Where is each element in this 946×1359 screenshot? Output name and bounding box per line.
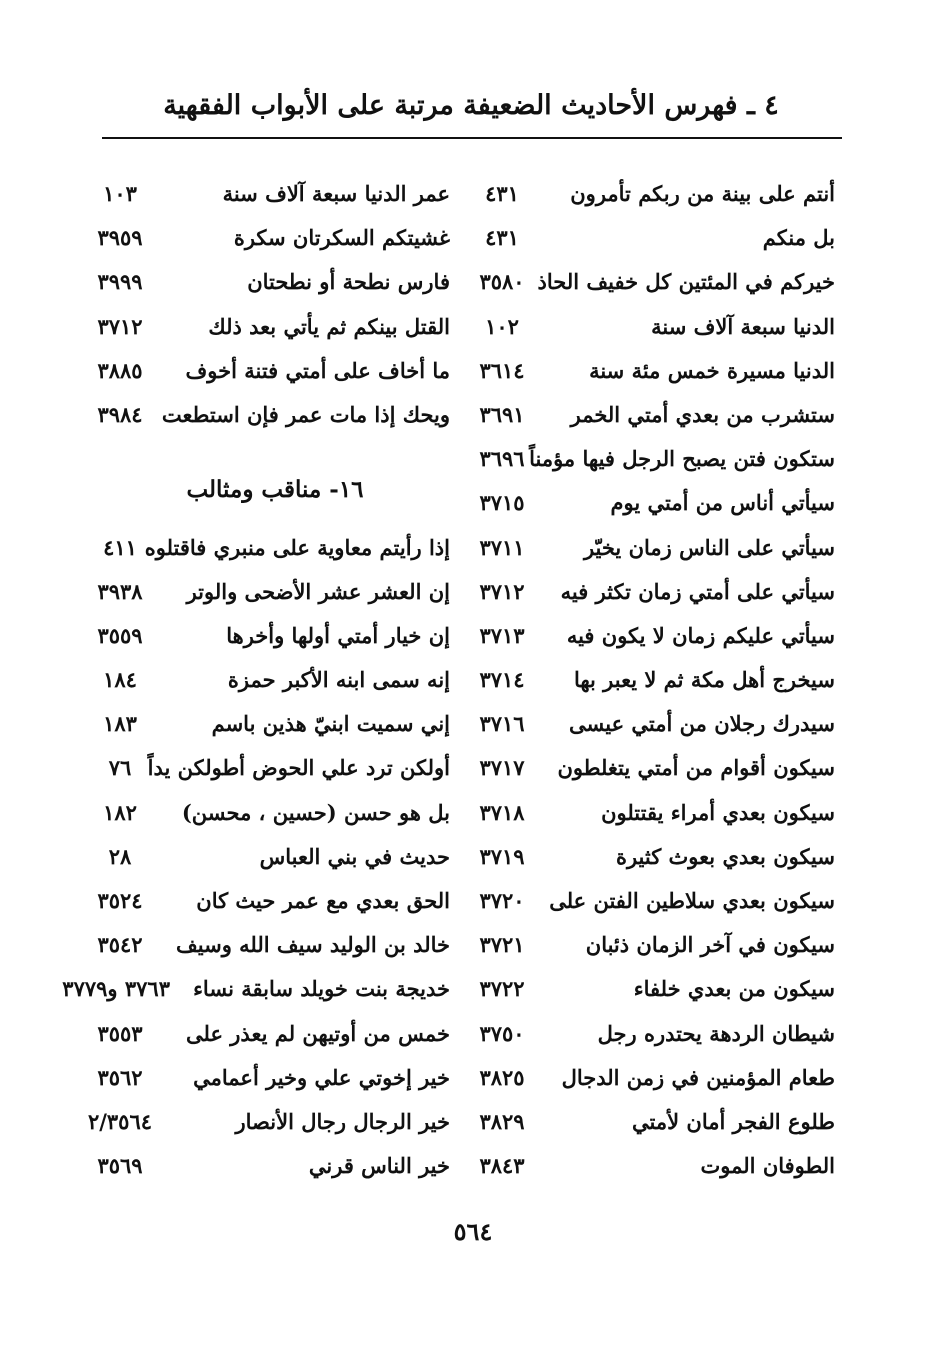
index-row [95,570,450,614]
section-heading: ١٦- مناقب ومثالب [186,476,364,503]
hadith-text: خير الناس قرني [308,1153,450,1179]
header-rule [102,137,842,139]
hadith-text: إذا رأيتم معاوية على منبري فاقتلوه [144,534,450,560]
hadith-number: ٣٧١٢ [479,578,525,604]
index-row [95,1012,450,1056]
hadith-text: طعام المؤمنين في زمن الدجال [561,1064,835,1090]
hadith-text: ستشرب من بعدي أمتي الخمر [570,401,835,427]
hadith-text: إني سميت ابنيّ هذين باسم [211,711,450,737]
right-column [475,172,835,1188]
index-row [95,349,450,393]
hadith-text: القتل بينكم ثم يأتي بعد ذلك [208,313,450,339]
index-row [475,1056,835,1100]
hadith-text: سيأتي على الناس زمان يخيّر [583,534,835,560]
hadith-number: ٣٧٥٠ [479,1020,525,1046]
hadith-number: ٣٧١٦ [479,711,525,737]
hadith-text: إن العشر عشر الأضحى والوتر [186,578,450,604]
hadith-text: سيكون بعدي بعوث كثيرة [615,843,835,869]
hadith-text: فارس نطحة أو نطحتان [247,269,450,295]
hadith-text: الطوفان الموت [700,1153,835,1179]
page-header: ٤ ـ فهرس الأحاديث الضعيفة مرتبة على الأبواب الفقهية [163,90,779,121]
hadith-number: ٣٦١٤ [479,357,525,383]
hadith-text: سيكون أقوام من أمتي يتغلطون [557,755,835,781]
hadith-number: ٣٧١٨ [479,799,525,825]
index-row [475,1144,835,1188]
hadith-number: ٣٥٦٢ [97,1064,143,1090]
hadith-text: خديجة بنت خويلد سابقة نساء [193,976,450,1002]
hadith-number: ٣٦٩٦ [479,446,525,472]
index-row [475,658,835,702]
hadith-text: سيكون بعدي أمراء يقتتلون [601,799,835,825]
hadith-text: ويحك إذا مات عمر فإن استطعت [161,401,450,427]
hadith-number: ١٨٣ [103,711,137,737]
index-row [95,791,450,835]
hadith-text: سيدرك رجلان من أمتي عيسى [569,711,835,737]
hadith-number: ٣٨٤٣ [479,1153,525,1179]
hadith-number: ١٠٢ [485,313,519,339]
hadith-number: ٣٧١٣ [479,622,525,648]
index-row [475,570,835,614]
hadith-number: ٣٧٢١ [479,932,525,958]
hadith-text: بل منكم [762,225,835,251]
hadith-number: ٣٧٢٢ [479,976,525,1002]
index-row [87,1100,450,1144]
hadith-number: ٣٧٢٠ [479,888,525,913]
index-row [475,791,835,835]
index-row [475,526,835,570]
index-row [95,614,450,658]
hadith-text: خالد بن الوليد سيف الله وسيف [176,932,450,958]
hadith-number: ٣٨٢٥ [479,1064,525,1090]
hadith-number: ٣٩٥٩ [97,225,143,251]
hadith-text: طلوع الفجر أمان لأمتي [632,1108,835,1134]
hadith-text: سيكون بعدي سلاطين الفتن على [549,888,835,913]
hadith-text: أولكن ترد علي الحوض أطولكن يداً [147,755,450,781]
hadith-text: الحق بعدي مع عمر حيث كان [196,888,450,914]
hadith-number: ١٠٣ [103,181,137,206]
hadith-number: ٤٣١ [485,225,519,251]
index-row [95,658,450,702]
hadith-text: ما أخاف على أمتي فتنة أخوف [185,357,450,383]
hadith-text: إنه سمى ابنه الأكبر حمزة [227,667,450,693]
index-row [95,260,450,304]
index-row [475,967,835,1011]
index-row [95,923,450,967]
hadith-number: ٣٩٩٩ [97,269,143,295]
hadith-number: ١٨٤ [103,667,137,693]
hadith-number: ٣٨٨٥ [97,357,143,383]
hadith-text: سيأتي على أمتي زمان تكثر فيه [560,578,835,604]
index-row [475,835,835,879]
hadith-text: خير إخوتي علي وخير أعمامي [193,1064,450,1090]
index-row [95,879,450,923]
hadith-number: ٣٥٤٢ [97,932,143,958]
hadith-text: سيأتي عليكم زمان لا يكون فيه [566,622,835,648]
hadith-text: أنتم على بينة من ربكم تأمرون [570,181,835,206]
hadith-text: خير الرجال رجال الأنصار [235,1108,450,1134]
hadith-number: ٣٧١٩ [479,843,525,869]
hadith-text: غشيتكم السكرتان سكرة [233,225,450,251]
index-row [475,305,835,349]
hadith-text: خيركم في المئتين كل خفيف الحاذ [537,269,835,295]
hadith-number: ٤١١ [103,534,137,560]
index-row [475,1100,835,1144]
hadith-number: ٢/٣٥٦٤ [87,1108,153,1134]
hadith-text: شيطان الردهة يحتدره رجل [597,1020,835,1046]
hadith-number: ٣٧١٥ [479,490,525,516]
hadith-text: سيكون في آخر الزمان ذئبان [585,932,835,958]
hadith-number: ١٨٢ [103,799,137,825]
hadith-number: ٣٧١١ [479,534,525,560]
index-row [475,923,835,967]
index-row [475,349,835,393]
index-row [475,216,835,260]
hadith-text: سيكون من بعدي خلفاء [633,976,835,1002]
index-row [95,1144,450,1188]
hadith-number: ٣٥٢٤ [97,888,143,914]
index-row [475,746,835,790]
index-row [95,746,450,790]
index-row [95,702,450,746]
hadith-number: ٣٨٢٩ [479,1108,525,1134]
index-row [475,1012,835,1056]
hadith-number: ٣٧٦٣ و٣٧٧٩ [62,976,170,1002]
index-row [475,879,835,923]
index-row [62,967,450,1011]
index-row [95,393,450,437]
index-row [475,614,835,658]
hadith-text: بل هو حسن (حسين ، محسن) [181,799,450,825]
hadith-text: حديث في بني العباس [259,843,450,869]
left-column [62,172,450,1188]
hadith-number: ٣٧١٤ [479,667,525,693]
index-row [95,835,450,879]
index-row [95,526,450,570]
hadith-number: ٣٦٩١ [479,401,525,427]
index-row [475,172,835,216]
index-row [475,481,835,525]
hadith-number: ٣٩٨٤ [97,401,143,427]
hadith-text: عمر الدنيا سبعة آلاف سنة [222,181,450,206]
hadith-number: ٤٣١ [485,181,519,206]
index-row [95,1056,450,1100]
hadith-number: ٢٨ [108,843,132,869]
index-row [95,305,450,349]
index-row [95,172,450,216]
page-number: ٥٦٤ [453,1217,493,1246]
index-row [95,216,450,260]
index-row [475,393,835,437]
index-row [475,437,835,481]
hadith-text: سيخرج أهل مكة ثم لا يعبر بها [573,667,835,693]
hadith-number: ٣٧١٧ [479,755,525,781]
hadith-text: الدنيا مسيرة خمس مئة سنة [589,357,835,383]
hadith-number: ٧٦ [108,755,132,781]
hadith-number: ٣٥٥٣ [97,1020,143,1046]
index-row [475,702,835,746]
hadith-text: سيأتي أناس من أمتي يوم [610,490,835,516]
hadith-text: خمس من أوتيهن لم يعذر على [185,1020,450,1046]
hadith-text: ستكون فتن يصبح الرجل فيها مؤمناً [529,446,835,472]
hadith-number: ٣٥٨٠ [479,269,525,295]
hadith-text: الدنيا سبعة آلاف سنة [651,313,835,339]
hadith-text: إن خيار أمتي أولها وأخرها [226,622,450,648]
index-row [475,260,835,304]
hadith-number: ٣٧١٢ [97,313,143,339]
hadith-number: ٣٥٥٩ [97,622,143,648]
hadith-number: ٣٥٦٩ [97,1153,143,1179]
hadith-number: ٣٩٣٨ [97,578,143,604]
